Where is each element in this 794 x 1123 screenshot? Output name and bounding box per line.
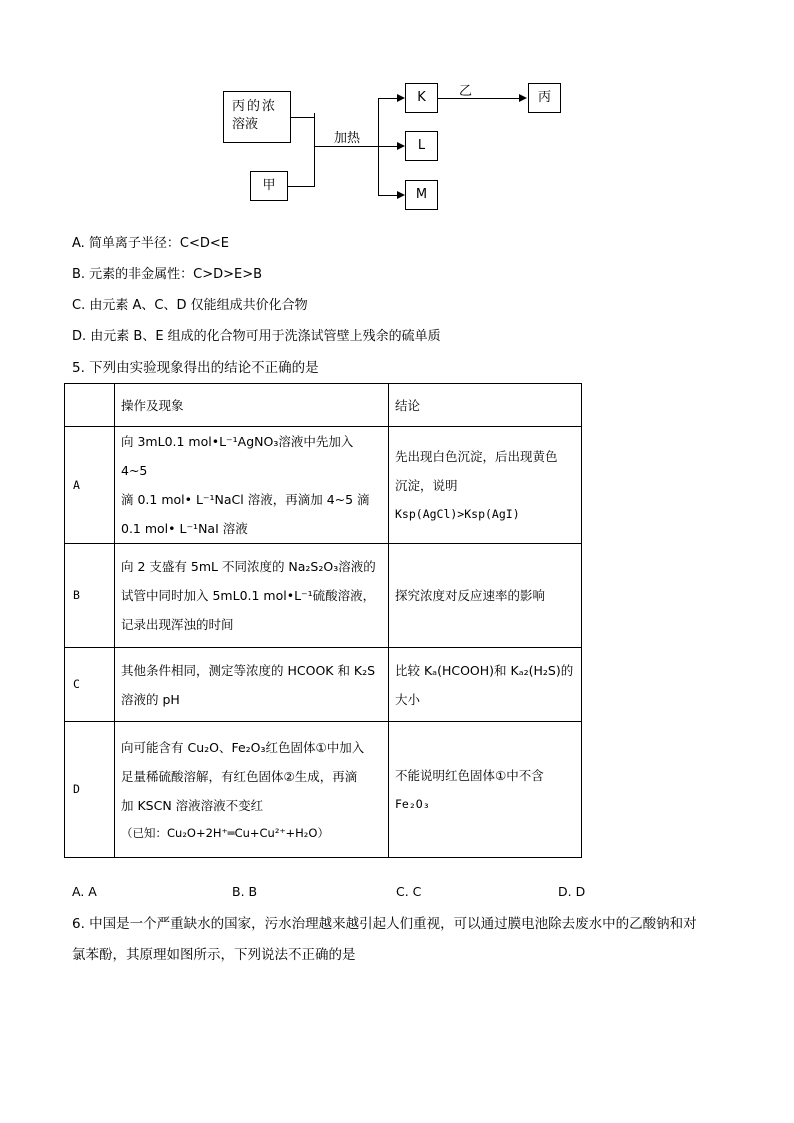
q5-stem: 5. 下列由实验现象得出的结论不正确的是 <box>72 360 319 376</box>
box-bing <box>528 83 561 113</box>
row-operation <box>115 544 389 648</box>
con-line: 沉淀，说明 <box>395 477 458 493</box>
branch-to-m <box>378 195 398 196</box>
table-row <box>65 722 582 858</box>
k-to-bing-line <box>438 98 520 99</box>
table-row <box>65 648 582 722</box>
con-line: Ksp(AgCl)>Ksp(AgI) <box>395 506 520 521</box>
table-row <box>65 427 582 544</box>
q5-answer-c: C. C <box>396 884 422 899</box>
header-operation: 操作及现象 <box>115 384 389 427</box>
header-conclusion: 结论 <box>389 384 582 427</box>
heat-label: 加热 <box>334 131 361 146</box>
op-line: 记录出现浑浊的时间 <box>121 617 234 632</box>
arrow-to-bing <box>519 94 527 102</box>
branch-to-l <box>378 146 398 147</box>
box-m <box>405 180 438 210</box>
q4-option-c: C. 由元素 A、C、D 仅能组成共价化合物 <box>72 298 308 313</box>
op-line: 试管中同时加入 5mL0.1 mol•L⁻¹硫酸溶液， <box>121 588 376 603</box>
q4-option-d: D. 由元素 B、E 组成的化合物可用于洗涤试管壁上残余的硫单质 <box>72 329 441 344</box>
op-line: 滴 0.1 mol• L⁻¹NaCl 溶液，再滴加 4~5 滴 <box>121 492 370 507</box>
experiment-table <box>64 383 582 858</box>
arrow-to-m <box>397 191 405 199</box>
op-line: 0.1 mol• L⁻¹NaI 溶液 <box>121 521 248 536</box>
box-jia-label: 甲 <box>262 178 276 193</box>
box-bing-concentrated-solution <box>223 91 291 143</box>
connector-top <box>291 117 315 118</box>
table-row <box>65 544 582 648</box>
q5-answer-b: B. B <box>232 884 258 899</box>
con-line: Fe₂O₃ <box>395 796 430 811</box>
row-operation <box>115 427 389 544</box>
connector-vertical <box>314 113 315 187</box>
row-key: C <box>65 648 115 722</box>
row-key: D <box>65 722 115 858</box>
op-line: 其他条件相同，测定等浓度的 HCOOK 和 K₂S <box>121 662 376 678</box>
row-conclusion <box>389 722 582 858</box>
op-line: 足量稀硫酸溶解，有红色固体②生成，再滴 <box>121 769 358 784</box>
box-bing-label: 丙 <box>537 90 551 105</box>
con-line: 不能说明红色固体①中不含 <box>395 767 544 783</box>
table-header-row <box>65 384 582 427</box>
row-key: A <box>65 427 115 544</box>
box-k-label: K <box>417 90 426 105</box>
branch-to-k <box>378 98 398 99</box>
q6-stem-line1: 6. 中国是一个严重缺水的国家，污水治理越来越引起人们重视，可以通过膜电池除去废水中的乙酸钠和对 <box>72 916 697 932</box>
op-line: 向 2 支盛有 5mL 不同浓度的 Na₂S₂O₃溶液的 <box>121 559 376 574</box>
box-bing-conc-line1: 丙的浓 <box>232 99 278 114</box>
op-line: 加 KSCN 溶液溶液不变红 <box>121 798 264 813</box>
row-conclusion <box>389 648 582 722</box>
q4-option-b: B. 元素的非金属性：C>D>E>B <box>72 267 263 282</box>
box-l-label: L <box>417 138 426 153</box>
box-bing-conc-line2: 溶液 <box>232 117 259 132</box>
row-key: B <box>65 544 115 648</box>
row-operation <box>115 648 389 722</box>
arrow-label-yi: 乙 <box>459 84 473 99</box>
row-conclusion <box>389 544 582 648</box>
arrow-to-l <box>397 142 405 150</box>
q4-option-a: A. 简单离子半径：C<D<E <box>72 236 230 251</box>
connector-bottom <box>288 186 315 187</box>
con-line: 比较 Kₐ(HCOOH)和 Kₐ₂(H₂S)的 <box>395 662 574 678</box>
con-line: 探究浓度对反应速率的影响 <box>395 588 546 603</box>
q6-stem-line2: 氯苯酚，其原理如图所示，下列说法不正确的是 <box>72 947 356 963</box>
box-l <box>405 131 438 161</box>
op-line: 向 3mL0.1 mol•L⁻¹AgNO₃溶液中先加入 4~5 <box>121 434 354 478</box>
box-m-label: M <box>415 187 428 202</box>
con-line: 大小 <box>395 691 421 707</box>
row-conclusion <box>389 427 582 544</box>
op-line: （已知：Cu₂O+2H⁺═Cu+Cu²⁺+H₂O） <box>121 826 329 840</box>
q5-answer-d: D. D <box>558 884 586 899</box>
arrow-to-k <box>397 94 405 102</box>
row-operation <box>115 722 389 858</box>
op-line: 溶液的 pH <box>121 691 180 707</box>
op-line: 向可能含有 Cu₂O、Fe₂O₃红色固体①中加入 <box>121 740 365 755</box>
box-k <box>405 83 438 113</box>
q5-answer-a: A. A <box>72 884 97 899</box>
header-key-cell <box>65 384 115 427</box>
con-line: 先出现白色沉淀，后出现黄色 <box>395 448 558 464</box>
connector-main <box>314 146 378 147</box>
box-jia <box>250 171 288 201</box>
